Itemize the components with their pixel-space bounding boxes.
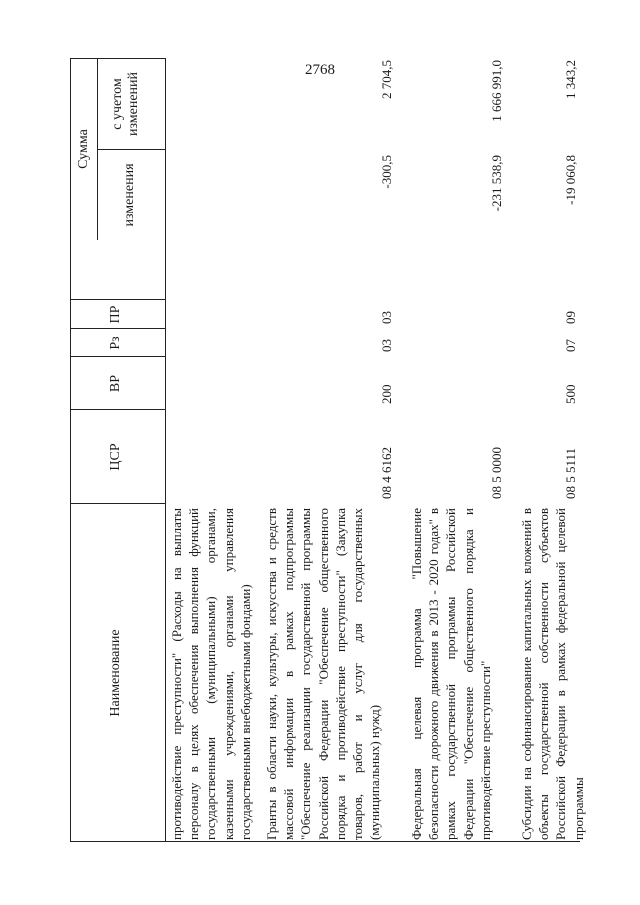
row-2-vr: 200 xyxy=(379,384,394,404)
row-2-with-change: 2 704,5 xyxy=(379,60,394,99)
row-4-vr: 500 xyxy=(563,384,578,404)
header-pr: ПР xyxy=(108,305,123,324)
header-change: изменения xyxy=(122,163,137,227)
row-2-change: -300,5 xyxy=(379,155,394,189)
row-4-with-change: 1 343,2 xyxy=(563,60,578,99)
table-top-border xyxy=(70,58,71,842)
budget-table xyxy=(70,58,586,842)
body-left-border xyxy=(165,841,580,842)
row-4-csr: 08 5 5111 xyxy=(563,447,578,499)
header-bottom-border xyxy=(165,58,166,842)
row-4-rz: 07 xyxy=(563,339,578,352)
row-1-name: противодействие преступности" (Расходы на выплаты персоналу в целях обеспечения выполнения функций государственными (муниципальными) органами, казенными учреждениями, органами управления государственными внебюджетными фондами) xyxy=(169,508,253,840)
header-rz: Рз xyxy=(108,336,123,350)
row-2-name: Гранты в области науки, культуры, искусства и средств массовой информации в рамках подпрограммы "Обеспечение реализации государственной программы Российской Федерации "Обеспечение общественного порядка и противодействие преступности" (Закупка товаров, работ и услуг для государственных (муниципальных) нужд) xyxy=(264,508,383,840)
row-3-csr: 08 5 0000 xyxy=(489,447,504,499)
row-4-change: -19 060,8 xyxy=(563,155,578,205)
header-sum: Сумма xyxy=(76,129,91,169)
header-vr: ВР xyxy=(108,374,123,393)
page-number: 2768 xyxy=(305,62,335,78)
header-name: Наименование xyxy=(108,629,123,717)
row-4-pr: 09 xyxy=(563,311,578,324)
row-3-name: Федеральная целевая программа "Повышение безопасности дорожного движения в 2013 - 2020 годах" в рамках государственной программы Российской Федерации "Обеспечение общественного порядка и противодействие преступности" xyxy=(409,508,493,840)
row-3-with-change: 1 666 991,0 xyxy=(489,60,504,122)
header-with-change: с учетом изменений xyxy=(110,71,141,137)
header-csr: ЦСР xyxy=(108,443,123,471)
row-2-csr: 08 4 6162 xyxy=(379,447,394,499)
row-4-name: Субсидии на софинансирование капитальных вложений в объекты государственной собственности субъектов Российской Федерации в рамках федеральной целевой программы xyxy=(519,508,586,840)
row-2-rz: 03 xyxy=(379,339,394,352)
row-2-pr: 03 xyxy=(379,311,394,324)
row-3-change: -231 538,9 xyxy=(489,155,504,212)
